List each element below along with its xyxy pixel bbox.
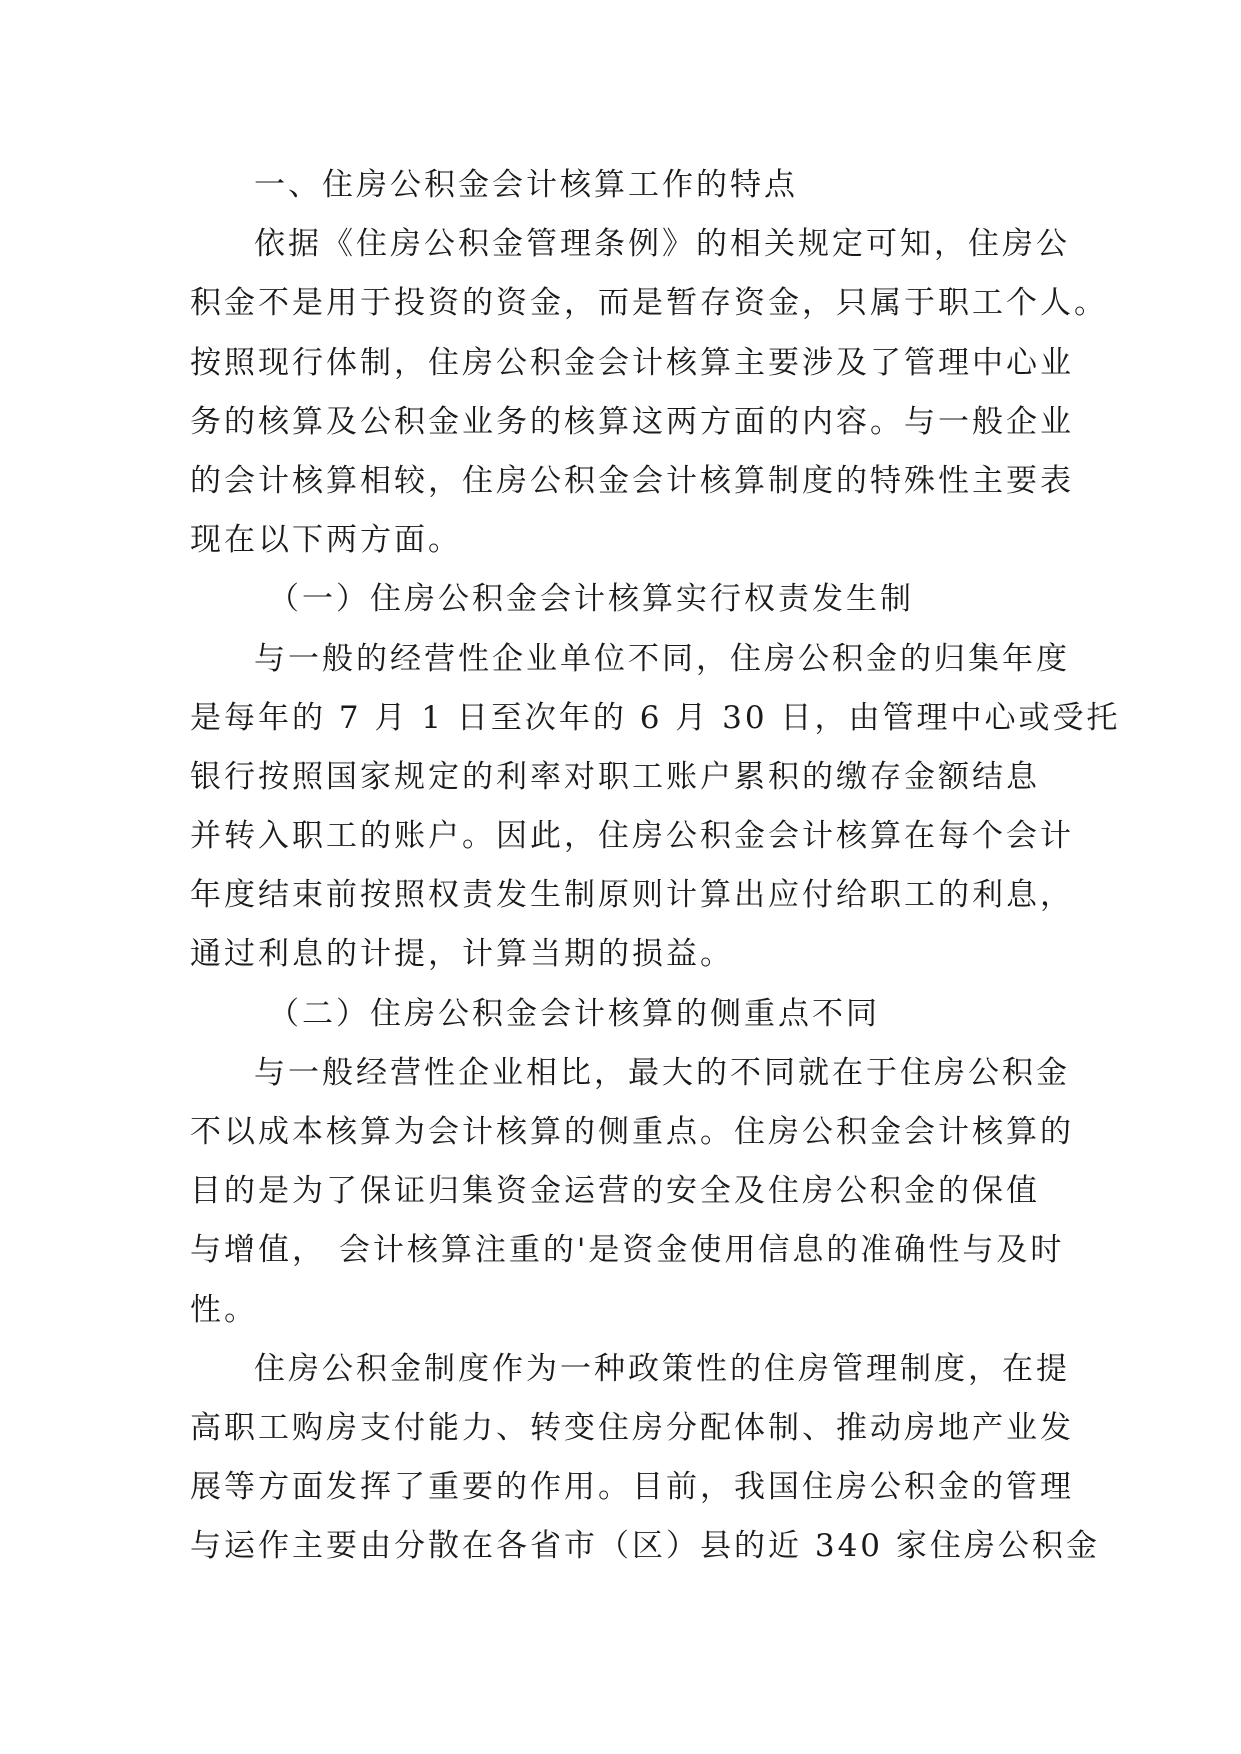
paragraph-line: 高职工购房支付能力、转变住房分配体制、推动房地产业发 xyxy=(190,1409,1074,1446)
paragraph-line: 积金不是用于投资的资金，而是暂存资金，只属于职工个人。 xyxy=(190,285,1108,322)
paragraph-line: 住房公积金制度作为一种政策性的住房管理制度，在提 xyxy=(254,1350,1070,1387)
paragraph-line: 不以成本核算为会计核算的侧重点。住房公积金会计核算的 xyxy=(190,1114,1074,1150)
subsection-heading-2: （二）住房公积金会计核算的侧重点不同 xyxy=(268,995,880,1032)
paragraph-line: 现在以下两方面。 xyxy=(190,522,462,559)
paragraph-line: 与增值， 会计核算注重的'是资金使用信息的准确性与及时 xyxy=(190,1232,1065,1269)
paragraph-line: 并转入职工的账户。因此，住房公积金会计核算在每个会计 xyxy=(190,818,1074,855)
paragraph-line: 与一般经营性企业相比，最大的不同就在于住房公积金 xyxy=(254,1054,1070,1091)
paragraph-line: 目的是为了保证归集资金运营的安全及住房公积金的保值 xyxy=(190,1173,1040,1210)
paragraph-line: 与一般的经营性企业单位不同，住房公积金的归集年度 xyxy=(254,640,1070,677)
document-body xyxy=(190,156,1121,1577)
paragraph-line: 年度结束前按照权责发生制原则计算出应付给职工的利息， xyxy=(190,877,1074,914)
paragraph-line: 是每年的 7 月 1 日至次年的 6 月 30 日，由管理中心或受托 xyxy=(190,699,1121,736)
paragraph-line: 的会计核算相较，住房公积金会计核算制度的特殊性主要表 xyxy=(190,462,1074,499)
paragraph-line: 与运作主要由分散在各省市（区）县的近 340 家住房公积金 xyxy=(190,1528,1100,1565)
paragraph-line: 务的核算及公积金业务的核算这两方面的内容。与一般企业 xyxy=(190,403,1074,440)
paragraph-line: 性。 xyxy=(190,1291,258,1328)
paragraph-line: 通过利息的计提，计算当期的损益。 xyxy=(190,936,734,973)
paragraph-line: 展等方面发挥了重要的作用。目前，我国住房公积金的管理 xyxy=(190,1469,1074,1506)
subsection-heading-1: （一）住房公积金会计核算实行权责发生制 xyxy=(268,581,914,618)
paragraph-line: 银行按照国家规定的利率对职工账户累积的缴存金额结息 xyxy=(190,758,1040,795)
paragraph-line: 按照现行体制，住房公积金会计核算主要涉及了管理中心业 xyxy=(190,344,1074,381)
section-heading-1: 一、住房公积金会计核算工作的特点 xyxy=(254,167,798,203)
paragraph-line: 依据《住房公积金管理条例》的相关规定可知，住房公 xyxy=(254,226,1070,263)
